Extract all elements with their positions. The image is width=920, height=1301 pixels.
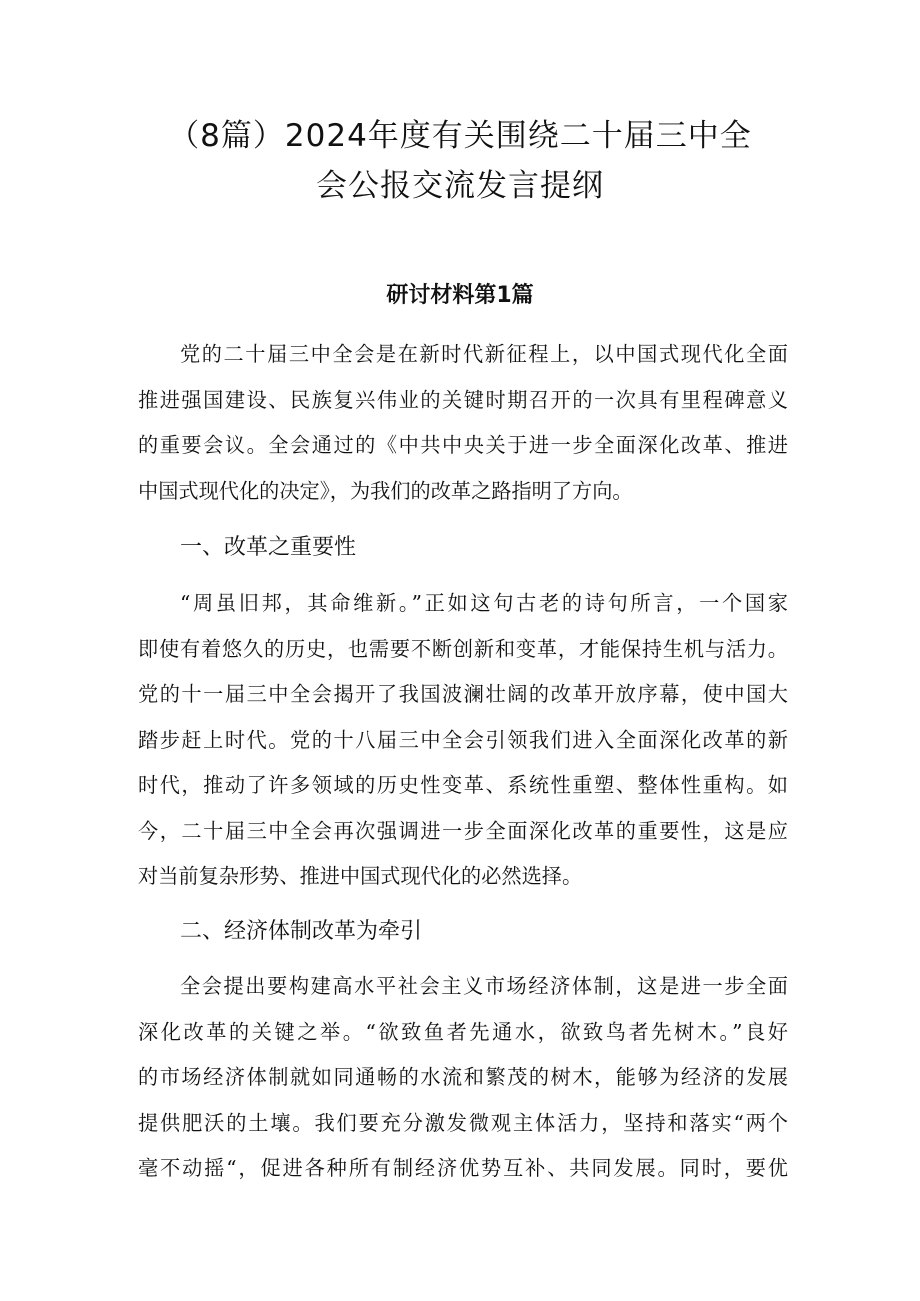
section-2-paragraph [138,964,788,1192]
intro-line: 的重要会议。全会通过的《中共中央关于进一步全面深化改革、推进 [138,433,788,457]
intro-line: 中国式现代化的决定》，为我们的改革之路指明了方向。 [138,478,633,503]
section-1-line: “周虽旧邦，其命维新。”正如这句古老的诗句所言，一个国家 [180,591,788,615]
intro-line: 党的二十届三中全会是在新时代新征程上，以中国式现代化全面 [180,342,788,366]
section-2-line: 提供肥沃的土壤。我们要充分激发微观主体活力，坚持和落实“两个 [138,1110,788,1135]
section-2-heading: 二、经济体制改革为牵引 [180,919,423,944]
document-title-line-2: 会公报交流发言提纲 [316,168,604,204]
section-1-line: 时代，推动了许多领域的历史性变革、系统性重塑、整体性重构。如 [138,773,788,797]
intro-line: 推进强国建设、民族复兴伟业的关键时期召开的一次具有里程碑意义 [138,387,788,412]
section-1-line: 今，二十届三中全会再次强调进一步全面深化改革的重要性，这是应 [138,818,788,843]
section-2-line: 深化改革的关键之举。“欲致鱼者先通水，欲致鸟者先树木。”良好 [138,1019,788,1044]
section-1-line: 对当前复杂形势、推进中国式现代化的必然选择。 [138,864,583,888]
intro-paragraph [138,332,788,514]
document-title-line-1: （8篇）2024年度有关围绕二十届三中全 [168,118,752,154]
section-2-line: 全会提出要构建高水平社会主义市场经济体制，这是进一步全面 [180,974,788,998]
section-2-line: 毫不动摇“，促进各种所有制经济优势互补、共同发展。同时，要优 [138,1156,788,1180]
section-2-line: 的市场经济体制就如同通畅的水流和繁茂的树木，能够为经济的发展 [138,1065,788,1089]
section-1-heading: 一、改革之重要性 [180,535,357,560]
section-subtitle: 研讨材料第1篇 [386,283,534,308]
section-1-paragraph [138,581,788,900]
section-1-line: 踏步赶上时代。党的十八届三中全会引领我们进入全面深化改革的新 [138,727,788,752]
section-1-line: 即使有着悠久的历史，也需要不断创新和变革，才能保持生机与活力。 [138,636,788,661]
section-1-line: 党的十一届三中全会揭开了我国波澜壮阔的改革开放序幕，使中国大 [138,682,788,706]
